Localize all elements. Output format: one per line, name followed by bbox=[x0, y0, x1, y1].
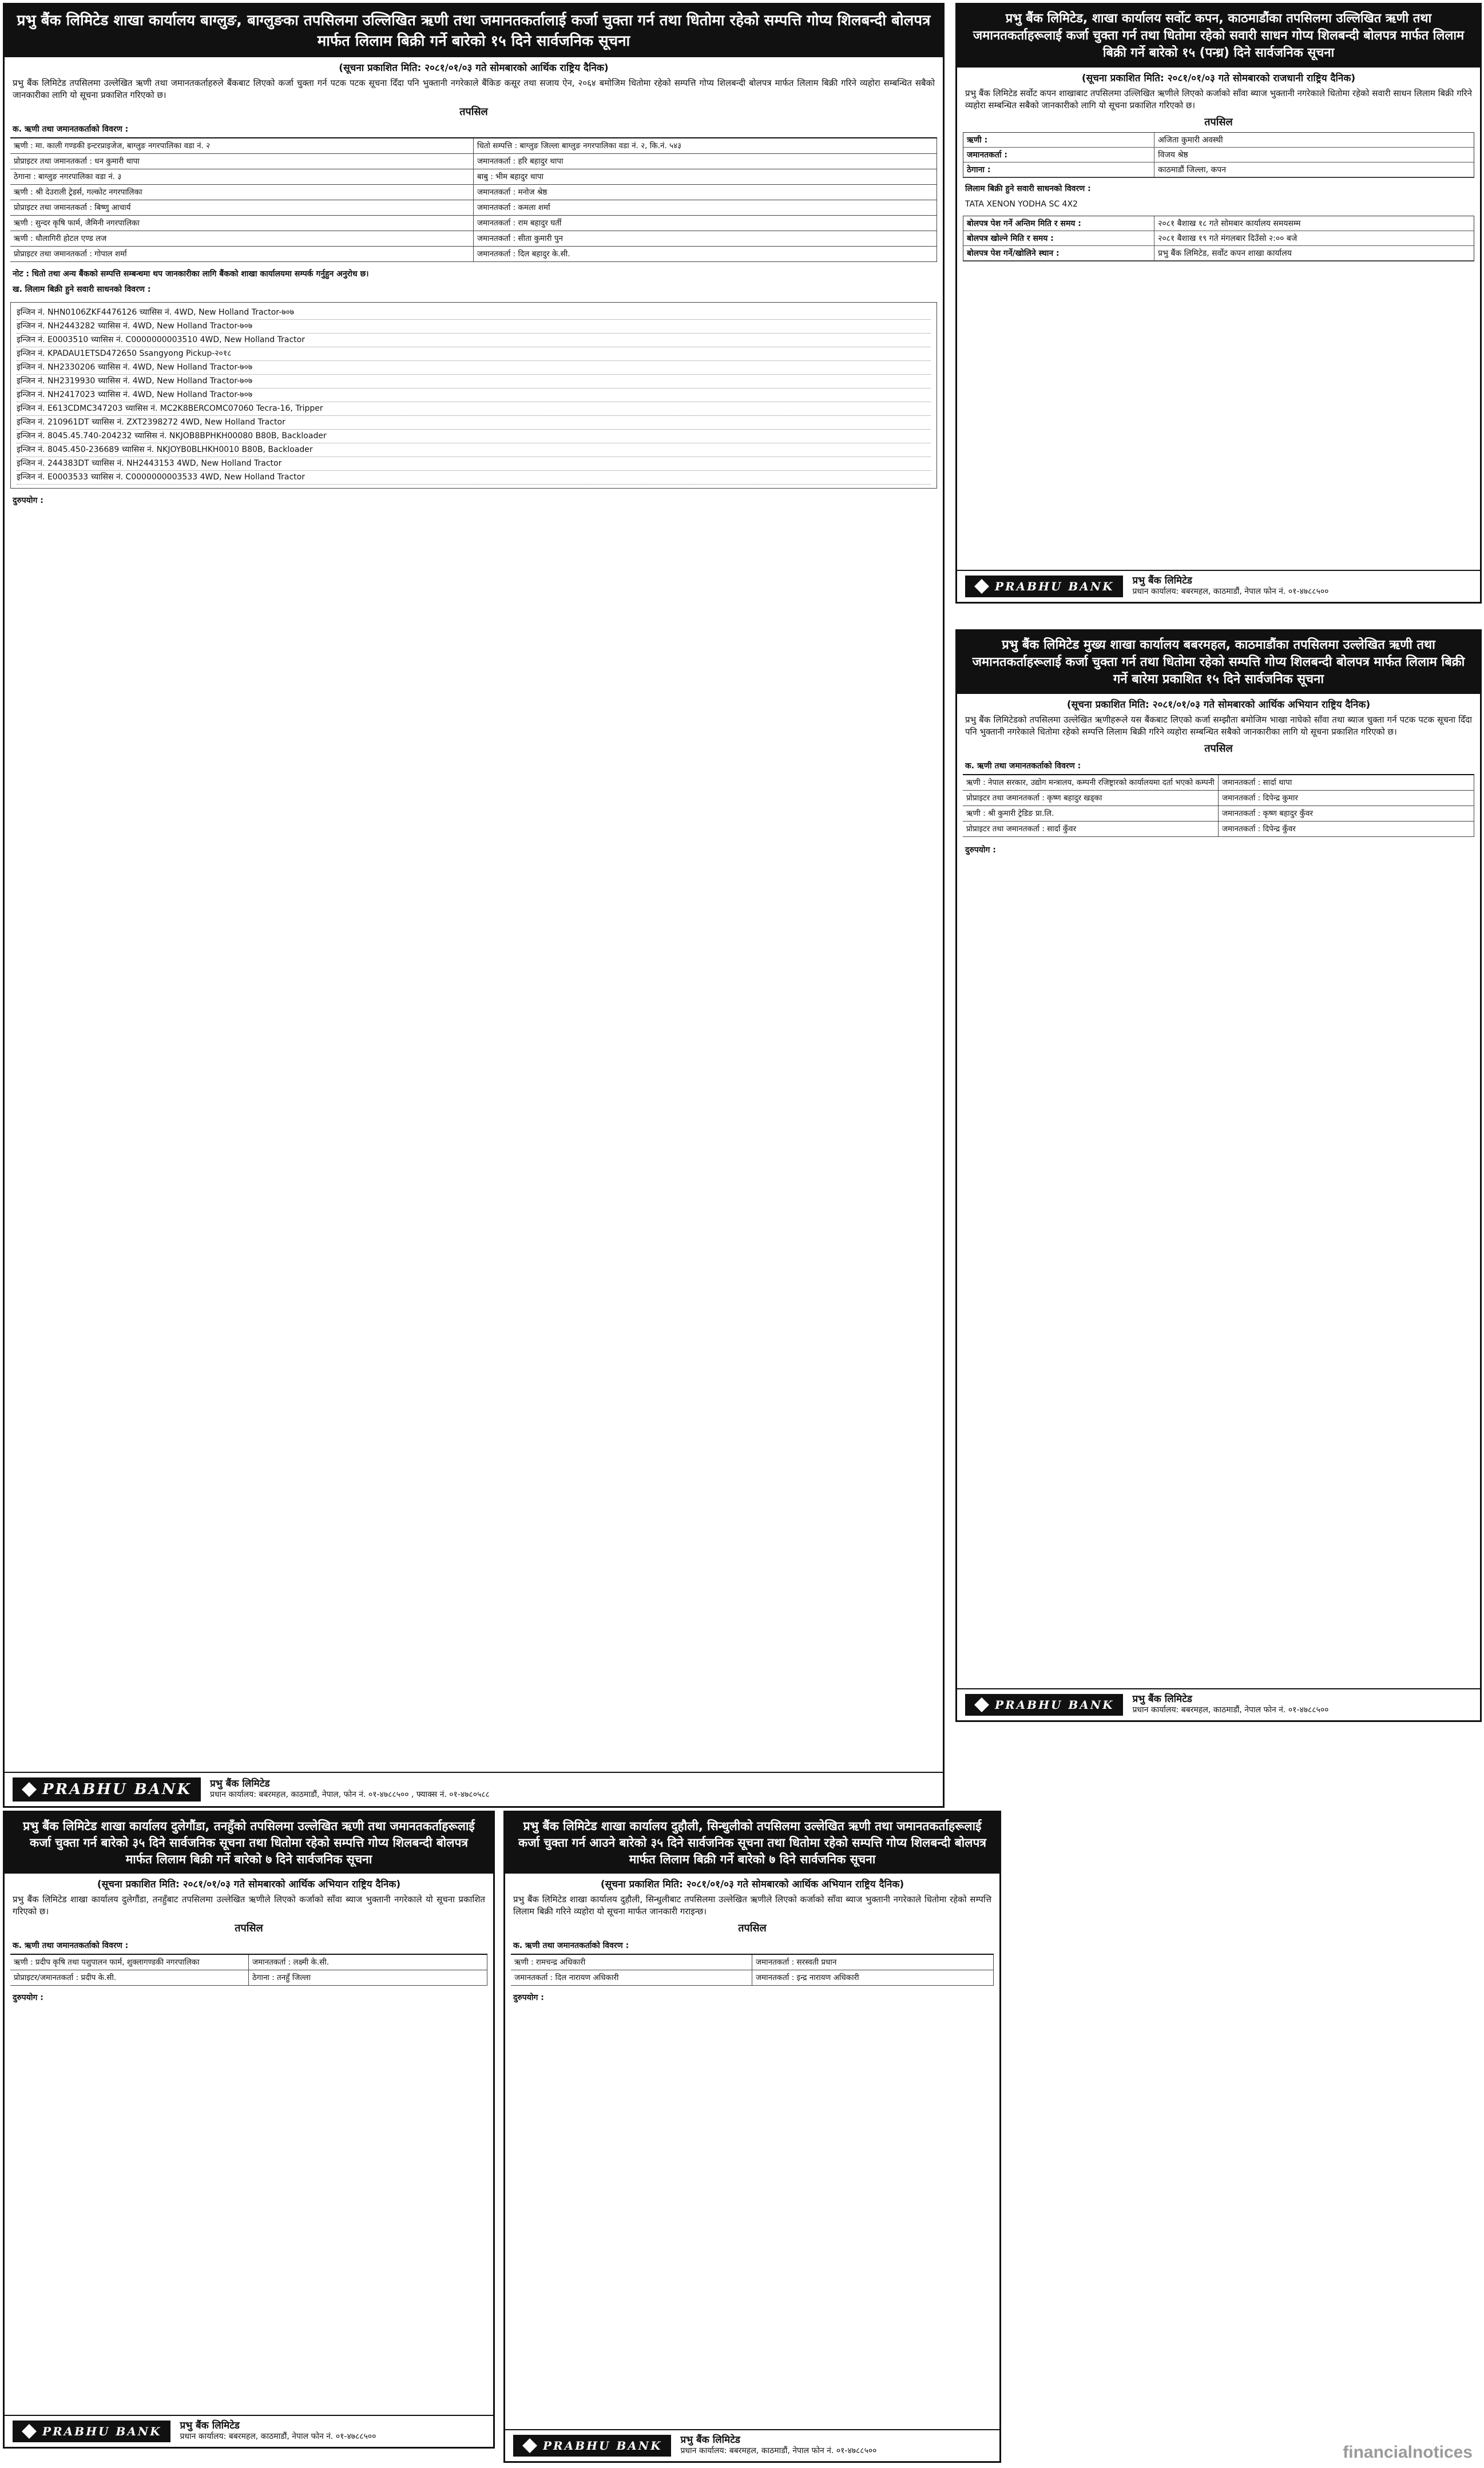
section-heading: क. ऋणी तथा जमानतकर्ताको विवरण : bbox=[13, 1941, 129, 1950]
tapsil-heading: तपसिल bbox=[1204, 116, 1233, 128]
misuse-heading: दुरुपयोग : bbox=[13, 496, 43, 505]
grid-cell: जमानतकर्ता : राम बहादुर घर्ती bbox=[474, 216, 937, 231]
notice-title: प्रभु बैंक लिमिटेड, शाखा कार्यालय सर्वोट कपन, काठमाडौंका तपसिलमा उल्लिखित ऋणी तथा जमानतकर्ताहरूलाई कर्जा चुक्ता गर्न तथा धितोमा रहेको सवारी साधन गोप्य शिलबन्दी बोलपत्र मार्फत लिलाम बिक्री गर्ने बारेको १५ (पन्ध्र) दिने सार्वजनिक सूचना bbox=[957, 5, 1480, 68]
grid-cell: जमानतकर्ता : सार्दा थापा bbox=[1219, 775, 1474, 791]
notice-baglung bbox=[3, 3, 945, 1808]
bank-address: प्रभु बैंक लिमिटेड प्रधान कार्यालय: बबरमहल, काठमाडौं, नेपाल फोन नं. ०१-४७८८५०० bbox=[1132, 1693, 1329, 1715]
notice-paragraph: प्रभु बैंक लिमिटेडको तपसिलमा उल्लेखित ऋणीहरूले यस बैंकबाट लिएको कर्जा सम्झौता बमोजिम भाखा नाघेको साँवा तथा ब्याज चुक्ता गर्न पटक पटक सूचना दिँदा पनि भुक्तानी नगरेकाले धितोमा रहेको सम्पत्ति लिलाम बिक्री गरिने व्यहोरा सम्बन्धित सबैको जानकारीका लागि यो सूचना प्रकाशित गरिएको छ। bbox=[965, 715, 1472, 737]
notice-duhauli bbox=[503, 1811, 1001, 2463]
table-row: ठेगाना : काठमाडौं जिल्ला, कपन bbox=[963, 162, 1474, 177]
table-row: बोलपत्र पेश गर्ने अन्तिम मिति र समय : २०८१ बैशाख १८ गते सोमबार कार्यालय समयसम्म bbox=[963, 216, 1474, 231]
notice-title: प्रभु बैंक लिमिटेड शाखा कार्यालय दुलेगौंडा, तनहुँको तपसिलमा उल्लेखित ऋणी तथा जमानतकर्ताहरूलाई कर्जा चुक्ता गर्न बारेको ३५ दिने सार्वजनिक सूचना तथा धितोमा रहेको सम्पत्ति गोप्य शिलबन्दी बोलपत्र मार्फत लिलाम बिक्री गर्ने बारेको ७ दिने सार्वजनिक सूचना bbox=[5, 1812, 493, 1874]
notice-footer bbox=[5, 2415, 493, 2447]
tapsil-heading: तपसिल bbox=[738, 1922, 767, 1934]
prabhu-bank-logo: PRABHU BANK bbox=[965, 576, 1123, 597]
list-item: इन्जिन नं. KPADAU1ETSD472650 Ssangyong Pickup-२०१८ bbox=[17, 347, 931, 361]
section-heading: क. ऋणी तथा जमानतकर्ताको विवरण : bbox=[513, 1941, 629, 1950]
publication-date: (सूचना प्रकाशित मिति: २०८१/०१/०३ गते सोमबारको आर्थिक अभियान राष्ट्रिय दैनिक) bbox=[1066, 699, 1371, 711]
ledger-title: ख. लिलाम बिक्री हुने सवारी साधनको विवरण : bbox=[13, 285, 151, 294]
section-heading: क. ऋणी तथा जमानतकर्ताको विवरण : bbox=[965, 761, 1081, 771]
notice-title: प्रभु बैंक लिमिटेड शाखा कार्यालय बाग्लुङ, बाग्लुङका तपसिलमा उल्लिखित ऋणी तथा जमानतकर्तालाई कर्जा चुक्ता गर्न तथा धितोमा रहेको सम्पत्ति गोप्य शिलबन्दी बोलपत्र मार्फत लिलाम बिक्री गर्ने बारेको १५ दिने सार्वजनिक सूचना bbox=[5, 5, 943, 57]
list-item: इन्जिन नं. NH2443282 च्यासिस नं. 4WD, New Holland Tractor-७०७ bbox=[17, 320, 931, 334]
misuse-heading: दुरुपयोग : bbox=[513, 1993, 544, 2002]
misuse-heading: दुरुपयोग : bbox=[965, 846, 996, 855]
notice-footer bbox=[957, 1688, 1480, 1720]
grid-cell: प्रोप्राइटर तथा जमानतकर्ता : कृष्ण बहादुर खड्का bbox=[963, 791, 1219, 806]
grid-cell: जमानतकर्ता : हरि बहादुर थापा bbox=[474, 154, 937, 169]
grid-cell: प्रोप्राइटर तथा जमानतकर्ता : गोपाल शर्मा bbox=[10, 247, 474, 262]
grid-cell: जमानतकर्ता : लक्ष्मी के.सी. bbox=[249, 1955, 487, 1970]
borrower-table bbox=[963, 132, 1474, 178]
list-item: इन्जिन नं. 244383DT च्यासिस नं. NH2443153 4WD, New Holland Tractor bbox=[17, 457, 931, 471]
list-item: इन्जिन नं. E0003510 च्यासिस नं. C0000000003510 4WD, New Holland Tractor bbox=[17, 334, 931, 347]
list-item: इन्जिन नं. E613CDMC347203 च्यासिस नं. MC2K8BERCOMC07060 Tecra-16, Tripper bbox=[17, 402, 931, 416]
grid-cell: प्रोप्राइटर तथा जमानतकर्ता : सार्दा कुँवर bbox=[963, 822, 1219, 837]
section-heading: क. ऋणी तथा जमानतकर्ताको विवरण : bbox=[13, 125, 129, 134]
grid-cell: ठेगाना : बाग्लुङ नगरपालिका वडा नं. ३ bbox=[10, 169, 474, 185]
borrower-grid bbox=[10, 137, 937, 262]
notice-footer bbox=[5, 1772, 943, 1806]
grid-cell: जमानतकर्ता : मनोज श्रेष्ठ bbox=[474, 185, 937, 200]
grid-cell: जमानतकर्ता : दिपेन्द्र कुँवर bbox=[1219, 822, 1474, 837]
notice-babarmahal bbox=[955, 629, 1482, 1722]
publication-date: (सूचना प्रकाशित मिति: २०८१/०१/०३ गते सोमबारको आर्थिक राष्ट्रिय दैनिक) bbox=[339, 62, 609, 74]
list-item: इन्जिन नं. 8045.45.740-204232 च्यासिस नं. NKJOB8BPHKH00080 B80B, Backloader bbox=[17, 430, 931, 443]
vehicle-detail: TATA XENON YODHA SC 4X2 bbox=[965, 200, 1078, 209]
grid-cell: ऋणी : प्रदीप कृषि तथा पशुपालन फार्म, शुक्लागण्डकी नगरपालिका bbox=[10, 1955, 249, 1970]
grid-cell: जमानतकर्ता : कृष्ण बहादुर कुँवर bbox=[1219, 806, 1474, 822]
tapsil-heading: तपसिल bbox=[459, 106, 488, 118]
notice-paragraph: प्रभु बैंक लिमिटेड शाखा कार्यालय दुलेगौंडा, तनहुँबाट तपसिलमा उल्लेखित ऋणीले लिएको कर्जाको साँवा ब्याज भुक्तानी नगरेकाले यो सूचना प्रकाशित गरिएको छ। bbox=[13, 1894, 485, 1917]
grid-cell: प्रोप्राइटर/जमानतकर्ता : प्रदीप के.सी. bbox=[10, 1970, 249, 1986]
bank-logo-icon bbox=[974, 579, 989, 594]
bank-logo-icon bbox=[22, 2424, 37, 2439]
vehicle-heading: लिलाम बिक्री हुने सवारी साधनको विवरण : bbox=[965, 184, 1091, 193]
bank-logo-icon bbox=[974, 1697, 989, 1712]
publication-date: (सूचना प्रकाशित मिति: २०८१/०१/०३ गते सोमबारको आर्थिक अभियान राष्ट्रिय दैनिक) bbox=[97, 1879, 401, 1890]
list-item: इन्जिन नं. 210961DT च्यासिस नं. ZXT2398272 4WD, New Holland Tractor bbox=[17, 416, 931, 430]
grid-cell: ऋणी : रामचन्द्र अधिकारी bbox=[511, 1955, 752, 1970]
list-item: इन्जिन नं. 8045.450-236689 च्यासिस नं. NKJOYB0BLHKH0010 B80B, Backloader bbox=[17, 443, 931, 457]
borrower-grid bbox=[10, 1954, 487, 1986]
vehicle-list bbox=[10, 302, 937, 489]
publication-date: (सूचना प्रकाशित मिति: २०८१/०१/०३ गते सोमबारको आर्थिक अभियान राष्ट्रिय दैनिक) bbox=[600, 1879, 904, 1890]
borrower-grid bbox=[511, 1954, 994, 1986]
notice-footer bbox=[957, 570, 1480, 602]
grid-cell: धितो सम्पत्ति : बाग्लुङ जिल्ला बाग्लुङ नगरपालिका वडा नं. २, कि.नं. ५४३ bbox=[474, 138, 937, 154]
grid-cell: प्रोप्राइटर तथा जमानतकर्ता : बिष्णु आचार्य bbox=[10, 200, 474, 216]
bank-address: प्रभु बैंक लिमिटेड प्रधान कार्यालय: बबरमहल, काठमाडौं, नेपाल, फोन नं. ०१-४७८८५०० , फ्याक्स नं. ०१-४७८०५८८ bbox=[210, 1778, 490, 1799]
grid-cell: जमानतकर्ता : कमला शर्मा bbox=[474, 200, 937, 216]
list-item: इन्जिन नं. E0003533 च्यासिस नं. C0000000003533 4WD, New Holland Tractor bbox=[17, 471, 931, 485]
notice-title: प्रभु बैंक लिमिटेड मुख्य शाखा कार्यालय बबरमहल, काठमाडौंका तपसिलमा उल्लेखित ऋणी तथा जमानतकर्ताहरूलाई कर्जा चुक्ता गर्न तथा धितोमा रहेको सम्पत्ति गोप्य शिलबन्दी बोलपत्र मार्फत लिलाम बिक्री गर्ने बारेमा प्रकाशित १५ दिने सार्वजनिक सूचना bbox=[957, 631, 1480, 694]
grid-cell: बाबु : भीम बहादुर थापा bbox=[474, 169, 937, 185]
grid-cell: प्रोप्राइटर तथा जमानतकर्ता : धन कुमारी थापा bbox=[10, 154, 474, 169]
note-line: नोट : धितो तथा अन्य बैंकको सम्पत्ति सम्बन्धमा थप जानकारीका लागि बैंकको शाखा कार्यालयमा सम्पर्क गर्नुहुन अनुरोध छ। bbox=[13, 269, 369, 279]
table-row: ऋणी : अजिता कुमारी अवस्थी bbox=[963, 133, 1474, 148]
site-watermark: financialnotices bbox=[1343, 2443, 1473, 2462]
bank-logo-icon bbox=[522, 2438, 537, 2453]
notice-paragraph: प्रभु बैंक लिमिटेड तपसिलमा उल्लेखित ऋणी तथा जमानतकर्ताहरुले बैंकबाट लिएको कर्जा चुक्ता गर्न पटक पटक सूचना दिँदा पनि भुक्तानी नगरेकाले बैंकिङ कसूर तथा सजाय ऐन, २०६४ बमोजिम धितोमा रहेको सम्पत्ति गोप्य शिलबन्दी बोलपत्र मार्फत लिलाम बिक्री गरिने व्यहोरा सम्बन्धित सबैको जानकारीका लागि यो सूचना प्रकाशित गरिएको छ। bbox=[13, 78, 935, 100]
bank-address: प्रभु बैंक लिमिटेड प्रधान कार्यालय: बबरमहल, काठमाडौं, नेपाल फोन नं. ०१-४७८८५०० bbox=[1132, 575, 1329, 596]
list-item: इन्जिन नं. NH2319930 च्यासिस नं. 4WD, New Holland Tractor-७०७ bbox=[17, 375, 931, 388]
grid-cell: ऋणी : श्री देउराली ट्रेडर्स, गल्कोट नगरपालिका bbox=[10, 185, 474, 200]
grid-cell: जमानतकर्ता : सीता कुमारी पुन bbox=[474, 231, 937, 247]
tapsil-heading: तपसिल bbox=[235, 1922, 263, 1934]
notice-title: प्रभु बैंक लिमिटेड शाखा कार्यालय दुहौली, सिन्धुलीको तपसिलमा उल्लेखित ऋणी तथा जमानतकर्ताहरूलाई कर्जा चुक्ता गर्न आउने बारेको ३५ दिने सार्वजनिक सूचना तथा धितोमा रहेको सम्पत्ति गोप्य शिलबन्दी बोलपत्र मार्फत लिलाम बिक्री गर्ने बारेको ७ दिने सार्वजनिक सूचना bbox=[505, 1812, 999, 1874]
grid-cell: ऋणी : श्री कुमारी ट्रेडिङ प्रा.लि. bbox=[963, 806, 1219, 822]
bid-table bbox=[963, 216, 1474, 261]
prabhu-bank-logo: PRABHU BANK bbox=[13, 1777, 201, 1802]
grid-cell: जमानतकर्ता : दिल नारायण अधिकारी bbox=[511, 1970, 752, 1986]
grid-cell: ऋणी : नेपाल सरकार, उद्योग मन्त्रालय, कम्पनी रजिष्ट्रारको कार्यालयमा दर्ता भएको कम्पनी bbox=[963, 775, 1219, 791]
list-item: इन्जिन नं. NH2330206 च्यासिस नं. 4WD, New Holland Tractor-७०७ bbox=[17, 361, 931, 375]
tapsil-heading: तपसिल bbox=[1204, 743, 1233, 755]
misuse-heading: दुरुपयोग : bbox=[13, 1993, 43, 2002]
grid-cell: जमानतकर्ता : दिपेन्द्र कुमार bbox=[1219, 791, 1474, 806]
prabhu-bank-logo: PRABHU BANK bbox=[13, 2421, 170, 2442]
publication-date: (सूचना प्रकाशित मिति: २०८१/०१/०३ गते सोमबारको राजधानी राष्ट्रिय दैनिक) bbox=[1081, 73, 1356, 84]
grid-cell: जमानतकर्ता : इन्द्र नारायण अधिकारी bbox=[752, 1970, 994, 1986]
notice-footer bbox=[505, 2429, 999, 2461]
grid-cell: ऋणी : धौलागिरी होटल एण्ड लज bbox=[10, 231, 474, 247]
notice-kapan bbox=[955, 3, 1482, 604]
grid-cell: जमानतकर्ता : सरस्वती प्रधान bbox=[752, 1955, 994, 1970]
borrower-grid bbox=[963, 774, 1474, 837]
grid-cell: ठेगाना : तनहुँ जिल्ला bbox=[249, 1970, 487, 1986]
prabhu-bank-logo: PRABHU BANK bbox=[513, 2435, 671, 2457]
list-item: इन्जिन नं. NHN0106ZKF4476126 च्यासिस नं. 4WD, New Holland Tractor-७०७ bbox=[17, 306, 931, 320]
grid-cell: ऋणी : मा. काली गण्डकी इन्टरप्राइजेज, बाग्लुङ नगरपालिका वडा नं. २ bbox=[10, 138, 474, 154]
table-row: बोलपत्र पेश गर्ने/खोलिने स्थान : प्रभु बैंक लिमिटेड, सर्वोट कपन शाखा कार्यालय bbox=[963, 246, 1474, 261]
notice-paragraph: प्रभु बैंक लिमिटेड सर्वोट कपन शाखाबाट तपसिलमा उल्लिखित ऋणीले लिएको कर्जाको साँवा ब्याज भुक्तानी नगरेकाले धितोमा रहेको सवारी साधन लिलाम बिक्री गरिने व्यहोरा सम्बन्धित सबैको जानकारीको लागि यो सूचना प्रकाशित गरिएको छ। bbox=[965, 88, 1472, 110]
grid-cell: जमानतकर्ता : दिल बहादुर के.सी. bbox=[474, 247, 937, 262]
bank-address: प्रभु बैंक लिमिटेड प्रधान कार्यालय: बबरमहल, काठमाडौं, नेपाल फोन नं. ०१-४७८८५०० bbox=[180, 2420, 376, 2441]
grid-cell: ऋणी : सुन्दर कृषि फार्म, जैमिनी नगरपालिका bbox=[10, 216, 474, 231]
list-item: इन्जिन नं. NH2417023 च्यासिस नं. 4WD, New Holland Tractor-७०७ bbox=[17, 388, 931, 402]
table-row: जमानतकर्ता : विजय श्रेष्ठ bbox=[963, 148, 1474, 162]
table-row: बोलपत्र खोल्ने मिति र समय : २०८१ बैशाख १९ गते मंगलबार दिउँसो २:०० बजे bbox=[963, 231, 1474, 246]
notice-paragraph: प्रभु बैंक लिमिटेड शाखा कार्यालय दुहौली, सिन्धुलीबाट तपसिलमा उल्लेखित ऋणीले लिएको कर्जाको साँवा ब्याज भुक्तानी नगरेकाले धितोमा रहेको सम्पत्ति लिलाम बिक्री गरिने व्यहोरा यो सूचना मार्फत जानकारी गराइन्छ। bbox=[513, 1894, 991, 1917]
bank-logo-icon bbox=[22, 1782, 37, 1797]
notice-dulegauda bbox=[3, 1811, 495, 2449]
prabhu-bank-logo: PRABHU BANK bbox=[965, 1694, 1123, 1716]
bank-address: प्रभु बैंक लिमिटेड प्रधान कार्यालय: बबरमहल, काठमाडौं, नेपाल फोन नं. ०१-४७८८५०० bbox=[680, 2434, 877, 2455]
